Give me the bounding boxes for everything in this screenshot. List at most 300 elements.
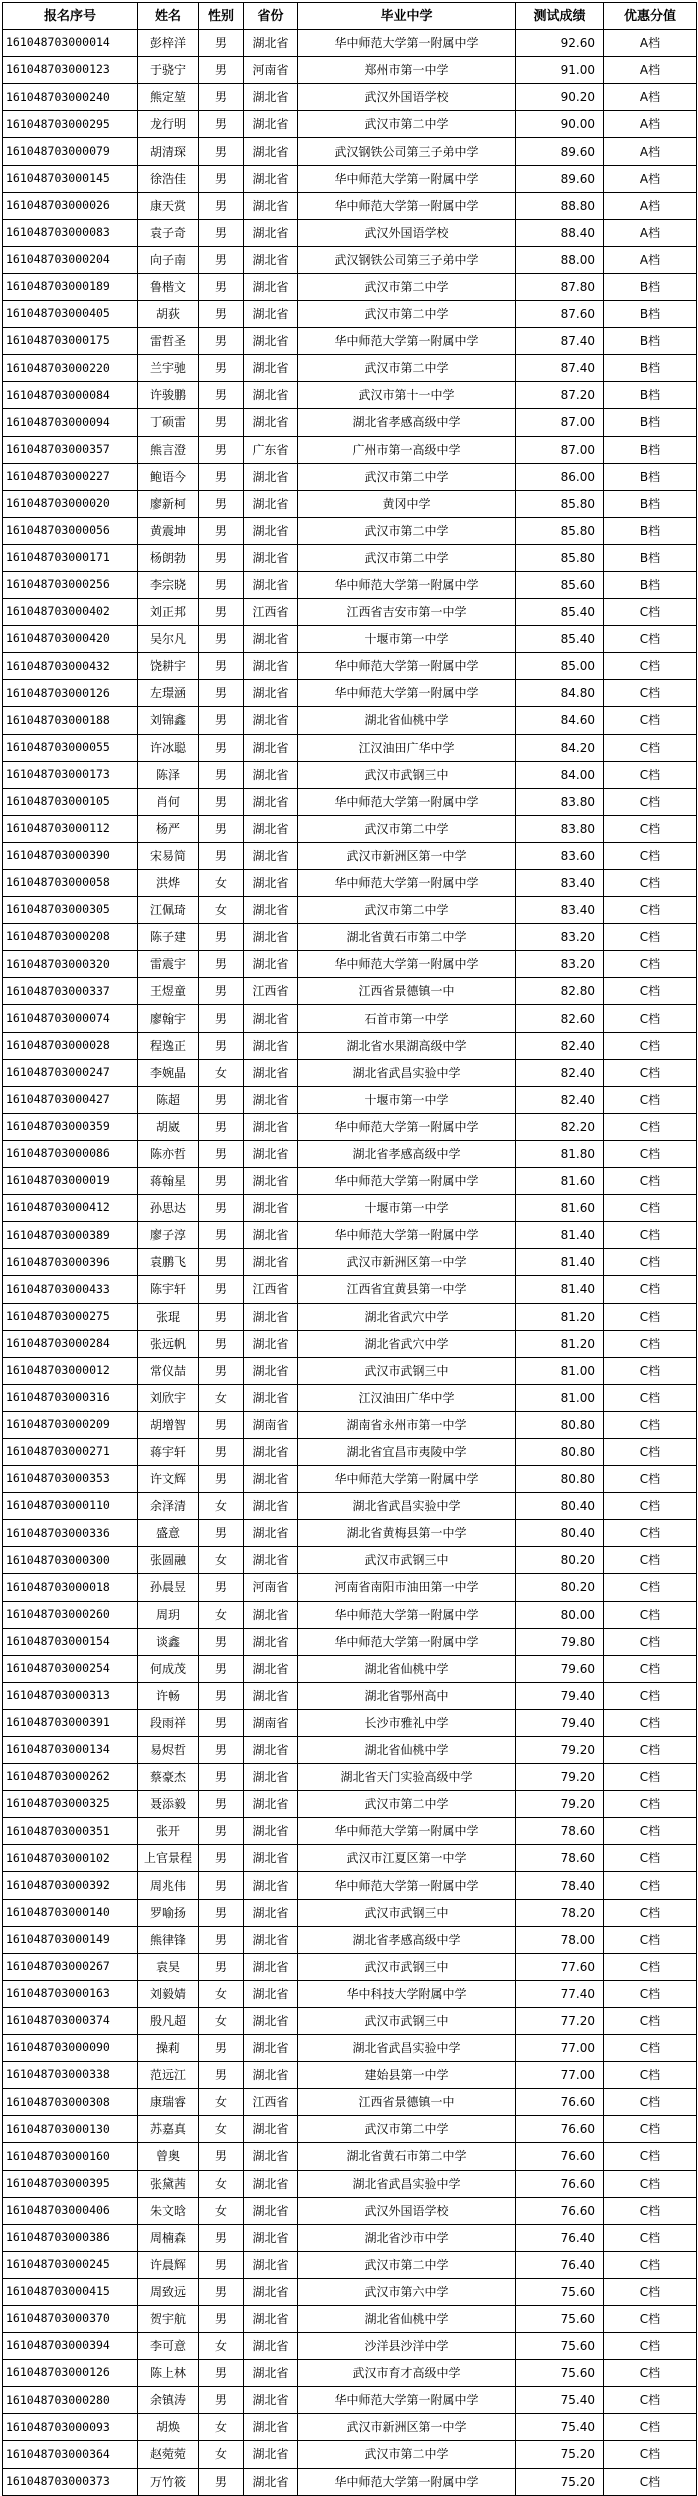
gender-cell: 男 [199,978,244,1005]
school-cell: 武汉市第六中学 [298,2278,516,2305]
id-cell: 161048703000406 [3,2197,138,2224]
score-cell: 88.80 [516,192,604,219]
school-cell: 江西省景德镇一中 [298,978,516,1005]
school-cell: 十堰市第一中学 [298,1086,516,1113]
gender-cell: 男 [199,951,244,978]
school-cell: 武汉外国语学校 [298,219,516,246]
table-row [3,653,697,680]
score-cell: 80.40 [516,1493,604,1520]
name-cell: 王煜童 [138,978,199,1005]
id-cell: 161048703000173 [3,761,138,788]
province-cell: 湖北省 [244,1222,298,1249]
score-cell: 77.00 [516,2062,604,2089]
gender-cell: 女 [199,1601,244,1628]
table-row [3,1086,697,1113]
province-cell: 湖北省 [244,165,298,192]
table-row [3,2387,697,2414]
table-row [3,924,697,951]
school-cell: 广州市第一高级中学 [298,436,516,463]
name-cell: 蒋宇轩 [138,1438,199,1465]
name-cell: 熊律锋 [138,1926,199,1953]
gender-cell: 男 [199,544,244,571]
score-cell: 79.40 [516,1682,604,1709]
table-row [3,1032,697,1059]
bonus-cell: C档 [604,2116,697,2143]
gender-cell: 男 [199,2143,244,2170]
bonus-cell: C档 [604,1980,697,2007]
name-cell: 盛意 [138,1520,199,1547]
name-cell: 康瑞睿 [138,2089,199,2116]
province-cell: 江西省 [244,599,298,626]
province-cell: 湖北省 [244,761,298,788]
gender-cell: 女 [199,1059,244,1086]
name-cell: 熊言澄 [138,436,199,463]
id-cell: 161048703000123 [3,57,138,84]
id-cell: 161048703000433 [3,1276,138,1303]
gender-cell: 男 [199,1926,244,1953]
bonus-cell: A档 [604,111,697,138]
province-cell: 湖北省 [244,897,298,924]
school-cell: 武汉市新洲区第一中学 [298,842,516,869]
table-row [3,842,697,869]
school-cell: 武汉市第十一中学 [298,382,516,409]
score-cell: 83.80 [516,815,604,842]
table-row [3,192,697,219]
gender-cell: 男 [199,2224,244,2251]
province-cell: 广东省 [244,436,298,463]
school-cell: 河南省南阳市油田第一中学 [298,1574,516,1601]
table-row [3,1438,697,1465]
gender-cell: 女 [199,2089,244,2116]
gender-cell: 男 [199,1086,244,1113]
score-cell: 80.80 [516,1466,604,1493]
province-cell: 湖北省 [244,490,298,517]
name-cell: 丁硕雷 [138,409,199,436]
table-row [3,2089,697,2116]
table-row [3,1303,697,1330]
id-cell: 161048703000145 [3,165,138,192]
name-cell: 廖子淳 [138,1222,199,1249]
province-cell: 湖北省 [244,1195,298,1222]
province-cell: 湖北省 [244,2468,298,2495]
bonus-cell: B档 [604,544,697,571]
bonus-cell: C档 [604,2062,697,2089]
bonus-cell: A档 [604,57,697,84]
school-cell: 华中师范大学第一附属中学 [298,192,516,219]
gender-cell: 男 [199,1195,244,1222]
id-cell: 161048703000055 [3,734,138,761]
score-cell: 81.60 [516,1195,604,1222]
score-cell: 92.60 [516,30,604,57]
name-cell: 何成茂 [138,1655,199,1682]
name-cell: 陈超 [138,1086,199,1113]
school-cell: 武汉市第二中学 [298,273,516,300]
school-cell: 武汉市第二中学 [298,517,516,544]
gender-cell: 男 [199,1574,244,1601]
score-cell: 75.60 [516,2333,604,2360]
score-cell: 78.40 [516,1872,604,1899]
province-cell: 湖北省 [244,571,298,598]
gender-cell: 男 [199,165,244,192]
province-cell: 湖北省 [244,84,298,111]
id-cell: 161048703000337 [3,978,138,1005]
name-cell: 易烬哲 [138,1737,199,1764]
name-cell: 贺宇航 [138,2305,199,2332]
gender-cell: 男 [199,1411,244,1438]
bonus-cell: A档 [604,138,697,165]
gender-cell: 女 [199,897,244,924]
bonus-cell: B档 [604,436,697,463]
score-cell: 83.60 [516,842,604,869]
table-row [3,2197,697,2224]
gender-cell: 男 [199,463,244,490]
province-cell: 湖北省 [244,2414,298,2441]
gender-cell: 男 [199,680,244,707]
table-row [3,111,697,138]
province-cell: 湖北省 [244,680,298,707]
table-row [3,1140,697,1167]
bonus-cell: C档 [604,1059,697,1086]
bonus-cell: C档 [604,1655,697,1682]
id-cell: 161048703000112 [3,815,138,842]
table-row [3,2170,697,2197]
gender-cell: 男 [199,1791,244,1818]
bonus-cell: B档 [604,517,697,544]
id-cell: 161048703000074 [3,1005,138,1032]
score-cell: 81.00 [516,1357,604,1384]
name-cell: 蔡豪杰 [138,1764,199,1791]
province-cell: 湖北省 [244,1791,298,1818]
province-cell: 江西省 [244,978,298,1005]
id-cell: 161048703000126 [3,2360,138,2387]
score-cell: 81.40 [516,1276,604,1303]
bonus-cell: C档 [604,653,697,680]
table-row [3,2007,697,2034]
province-cell: 湖北省 [244,1059,298,1086]
score-cell: 75.60 [516,2305,604,2332]
table-row [3,1059,697,1086]
school-cell: 湖北省黄石市第二中学 [298,924,516,951]
province-cell: 湖北省 [244,409,298,436]
table-row [3,2116,697,2143]
gender-cell: 男 [199,436,244,463]
table-row [3,2251,697,2278]
gender-cell: 女 [199,1547,244,1574]
score-cell: 85.60 [516,571,604,598]
score-cell: 80.00 [516,1601,604,1628]
table-row [3,1276,697,1303]
id-cell: 161048703000308 [3,2089,138,2116]
table-row [3,1682,697,1709]
school-cell: 武汉市武钢三中 [298,1547,516,1574]
school-cell: 武汉市育才高级中学 [298,2360,516,2387]
name-cell: 孙思达 [138,1195,199,1222]
name-cell: 李宗晓 [138,571,199,598]
bonus-cell: C档 [604,1926,697,1953]
name-cell: 肖何 [138,788,199,815]
id-cell: 161048703000020 [3,490,138,517]
province-cell: 湖北省 [244,2251,298,2278]
province-cell: 湖北省 [244,1899,298,1926]
gender-cell: 女 [199,2414,244,2441]
score-cell: 75.60 [516,2278,604,2305]
province-cell: 湖北省 [244,30,298,57]
table-row [3,1411,697,1438]
name-cell: 袁子奇 [138,219,199,246]
name-cell: 许冰聪 [138,734,199,761]
id-cell: 161048703000171 [3,544,138,571]
table-row [3,2224,697,2251]
score-cell: 75.20 [516,2468,604,2495]
gender-cell: 男 [199,1303,244,1330]
table-row [3,463,697,490]
gender-cell: 男 [199,707,244,734]
score-cell: 80.80 [516,1411,604,1438]
score-cell: 84.00 [516,761,604,788]
id-cell: 161048703000280 [3,2387,138,2414]
province-cell: 江西省 [244,1276,298,1303]
bonus-cell: C档 [604,951,697,978]
province-cell: 湖北省 [244,1628,298,1655]
school-cell: 武汉市武钢三中 [298,1953,516,1980]
bonus-cell: C档 [604,1032,697,1059]
score-cell: 79.40 [516,1709,604,1736]
province-cell: 湖北省 [244,2333,298,2360]
school-cell: 武汉市第二中学 [298,1791,516,1818]
bonus-cell: C档 [604,842,697,869]
id-cell: 161048703000254 [3,1655,138,1682]
bonus-cell: C档 [604,1222,697,1249]
gender-cell: 男 [199,1005,244,1032]
header-cell: 性别 [199,3,244,30]
name-cell: 杨朗勃 [138,544,199,571]
school-cell: 黄冈中学 [298,490,516,517]
name-cell: 陈亦哲 [138,1140,199,1167]
bonus-cell: A档 [604,30,697,57]
province-cell: 湖北省 [244,1384,298,1411]
gender-cell: 男 [199,1276,244,1303]
gender-cell: 男 [199,517,244,544]
bonus-cell: C档 [604,2197,697,2224]
header-row [3,3,697,30]
bonus-cell: C档 [604,2035,697,2062]
name-cell: 赵菀菀 [138,2441,199,2468]
school-cell: 十堰市第一中学 [298,626,516,653]
province-cell: 江西省 [244,2089,298,2116]
name-cell: 彭梓洋 [138,30,199,57]
name-cell: 谈鑫 [138,1628,199,1655]
id-cell: 161048703000402 [3,599,138,626]
header-cell: 毕业中学 [298,3,516,30]
bonus-cell: C档 [604,1438,697,1465]
school-cell: 华中师范大学第一附属中学 [298,1628,516,1655]
table-row [3,2035,697,2062]
bonus-cell: B档 [604,571,697,598]
school-cell: 湖北省黄梅县第一中学 [298,1520,516,1547]
table-row [3,355,697,382]
id-cell: 161048703000220 [3,355,138,382]
province-cell: 湖北省 [244,626,298,653]
school-cell: 武汉市武钢三中 [298,1357,516,1384]
bonus-cell: C档 [604,1357,697,1384]
score-cell: 76.40 [516,2251,604,2278]
gender-cell: 男 [199,815,244,842]
score-cell: 90.00 [516,111,604,138]
table-row [3,870,697,897]
name-cell: 刘锦鑫 [138,707,199,734]
gender-cell: 男 [199,84,244,111]
gender-cell: 女 [199,1980,244,2007]
province-cell: 湖北省 [244,2197,298,2224]
id-cell: 161048703000432 [3,653,138,680]
gender-cell: 男 [199,599,244,626]
gender-cell: 男 [199,1168,244,1195]
score-cell: 80.20 [516,1547,604,1574]
name-cell: 李婉晶 [138,1059,199,1086]
table-row [3,1357,697,1384]
school-cell: 湖北省仙桃中学 [298,1655,516,1682]
school-cell: 华中师范大学第一附属中学 [298,2387,516,2414]
score-cell: 81.20 [516,1303,604,1330]
province-cell: 湖北省 [244,2170,298,2197]
province-cell: 湖北省 [244,328,298,355]
school-cell: 华中师范大学第一附属中学 [298,571,516,598]
id-cell: 161048703000256 [3,571,138,598]
school-cell: 武汉市新洲区第一中学 [298,2414,516,2441]
gender-cell: 男 [199,842,244,869]
gender-cell: 男 [199,571,244,598]
name-cell: 周玥 [138,1601,199,1628]
table-row [3,2305,697,2332]
gender-cell: 女 [199,2333,244,2360]
score-cell: 82.80 [516,978,604,1005]
score-cell: 79.20 [516,1737,604,1764]
name-cell: 廖新柯 [138,490,199,517]
table-row [3,1330,697,1357]
school-cell: 湖南省永州市第一中学 [298,1411,516,1438]
name-cell: 胡荻 [138,301,199,328]
name-cell: 黄震坤 [138,517,199,544]
table-row [3,409,697,436]
name-cell: 左璟涵 [138,680,199,707]
table-row [3,436,697,463]
table-row [3,30,697,57]
school-cell: 湖北省孝感高级中学 [298,409,516,436]
table-row [3,1005,697,1032]
table-row [3,951,697,978]
id-cell: 161048703000325 [3,1791,138,1818]
province-cell: 湖北省 [244,1818,298,1845]
name-cell: 朱文晗 [138,2197,199,2224]
table-row [3,1168,697,1195]
gender-cell: 男 [199,2035,244,2062]
id-cell: 161048703000140 [3,1899,138,1926]
school-cell: 武汉市武钢三中 [298,761,516,788]
gender-cell: 男 [199,1872,244,1899]
province-cell: 湖北省 [244,1872,298,1899]
gender-cell: 女 [199,2197,244,2224]
school-cell: 郑州市第一中学 [298,57,516,84]
province-cell: 湖北省 [244,1330,298,1357]
province-cell: 湖北省 [244,1601,298,1628]
province-cell: 湖北省 [244,355,298,382]
province-cell: 湖北省 [244,1737,298,1764]
gender-cell: 男 [199,2251,244,2278]
school-cell: 武汉市第二中学 [298,2116,516,2143]
province-cell: 湖北省 [244,1520,298,1547]
id-cell: 161048703000175 [3,328,138,355]
id-cell: 161048703000093 [3,2414,138,2441]
school-cell: 石首市第一中学 [298,1005,516,1032]
score-cell: 85.80 [516,490,604,517]
bonus-cell: C档 [604,1547,697,1574]
bonus-cell: C档 [604,2278,697,2305]
table-row [3,544,697,571]
bonus-cell: C档 [604,1113,697,1140]
table-row [3,707,697,734]
name-cell: 张圆融 [138,1547,199,1574]
score-cell: 78.60 [516,1818,604,1845]
name-cell: 廖翰宇 [138,1005,199,1032]
score-cell: 75.60 [516,2360,604,2387]
name-cell: 龙行明 [138,111,199,138]
id-cell: 161048703000262 [3,1764,138,1791]
school-cell: 武汉市第二中学 [298,815,516,842]
school-cell: 湖北省武穴中学 [298,1303,516,1330]
name-cell: 徐浩佳 [138,165,199,192]
province-cell: 湖北省 [244,1086,298,1113]
school-cell: 江西省景德镇一中 [298,2089,516,2116]
bonus-cell: C档 [604,2468,697,2495]
score-cell: 82.40 [516,1032,604,1059]
id-cell: 161048703000364 [3,2441,138,2468]
score-cell: 78.60 [516,1845,604,1872]
province-cell: 湖北省 [244,2062,298,2089]
id-cell: 161048703000300 [3,1547,138,1574]
score-cell: 78.20 [516,1899,604,1926]
gender-cell: 男 [199,1709,244,1736]
id-cell: 161048703000056 [3,517,138,544]
table-row [3,571,697,598]
bonus-cell: C档 [604,707,697,734]
gender-cell: 女 [199,2170,244,2197]
name-cell: 万竹筱 [138,2468,199,2495]
table-row [3,897,697,924]
table-row [3,1953,697,1980]
score-cell: 79.20 [516,1764,604,1791]
name-cell: 张开 [138,1818,199,1845]
school-cell: 湖北省武昌实验中学 [298,2170,516,2197]
bonus-cell: B档 [604,273,697,300]
id-cell: 161048703000405 [3,301,138,328]
name-cell: 康天赏 [138,192,199,219]
province-cell: 湖北省 [244,2116,298,2143]
score-cell: 76.40 [516,2224,604,2251]
province-cell: 湖南省 [244,1411,298,1438]
gender-cell: 男 [199,355,244,382]
gender-cell: 男 [199,111,244,138]
school-cell: 湖北省孝感高级中学 [298,1926,516,1953]
bonus-cell: C档 [604,1493,697,1520]
province-cell: 湖北省 [244,2143,298,2170]
score-cell: 82.40 [516,1059,604,1086]
score-cell: 91.00 [516,57,604,84]
id-cell: 161048703000295 [3,111,138,138]
score-cell: 81.40 [516,1249,604,1276]
id-cell: 161048703000090 [3,2035,138,2062]
school-cell: 华中师范大学第一附属中学 [298,1168,516,1195]
bonus-cell: C档 [604,1411,697,1438]
